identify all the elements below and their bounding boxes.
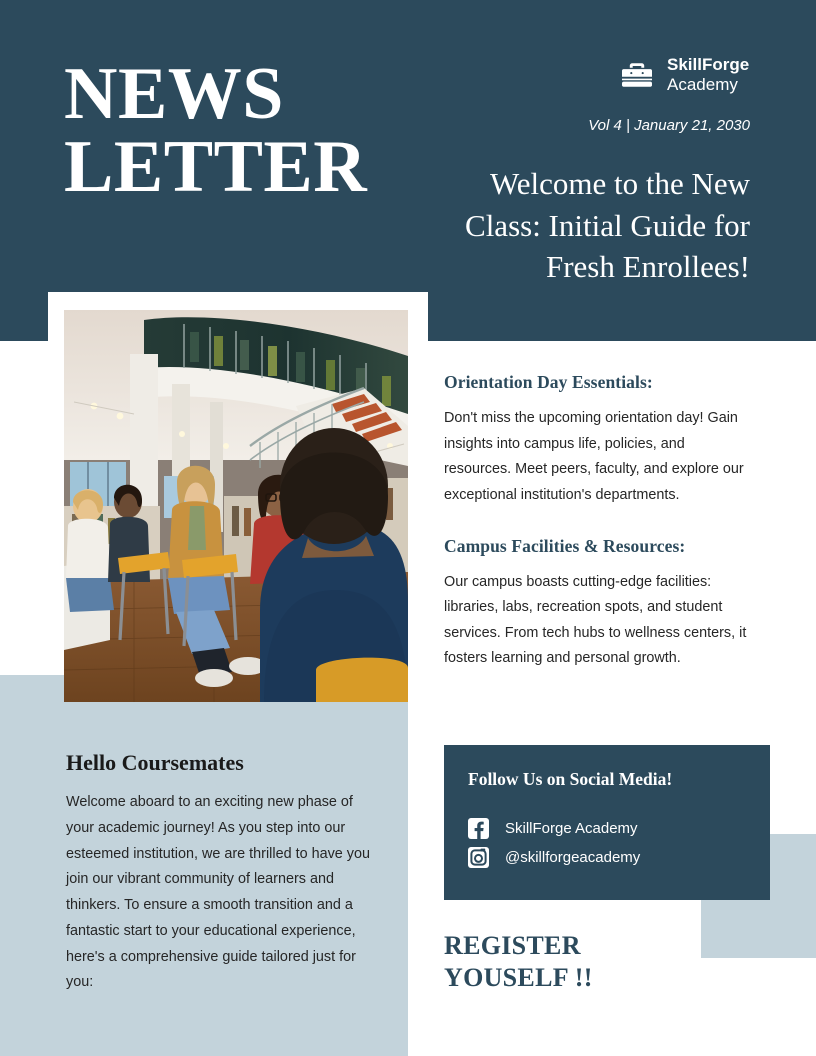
briefcase-icon [618, 56, 656, 94]
article-orientation [444, 372, 750, 509]
social-account-label: @skillforgeacademy [505, 849, 641, 866]
hero-headline: Welcome to the New Class: Initial Guide for Fresh Enrollees! [465, 166, 750, 285]
brand-lockup [618, 55, 749, 94]
brand-name-line-2: Academy [667, 74, 738, 94]
register-line-2: YOUSELF !! [444, 962, 593, 992]
article-body: Don't miss the upcoming orientation day! Gain insights into campus life, policies, and resources. Meet peers, faculty, and explore our exceptional institution's departments. [444, 410, 744, 503]
articles-column [444, 372, 750, 672]
article-spacer [444, 509, 750, 536]
instagram-icon [468, 847, 489, 868]
register-call-to-action[interactable] [444, 930, 744, 993]
library-photo [64, 310, 408, 702]
greeting-section [66, 750, 384, 996]
social-heading: Follow Us on Social Media! [468, 769, 673, 789]
article-heading: Orientation Day Essentials: [444, 372, 653, 392]
social-media-box [444, 745, 770, 900]
register-line-1: REGISTER [444, 931, 581, 960]
masthead-line-1: NEWS [64, 53, 284, 135]
social-account-facebook[interactable] [468, 818, 770, 839]
article-heading: Campus Facilities & Resources: [444, 535, 686, 556]
social-account-label: SkillForge Academy [505, 820, 638, 837]
issue-volume-date: Vol 4 | January 21, 2030 [588, 117, 750, 134]
greeting-body: Welcome aboard to an exciting new phase of your academic journey! As you step into our esteemed institution, we are thrilled to have you join our vibrant community of learners and thinkers. To ensure a smooth transition and a fantastic start to your educational experience, here's a comprehensive guide tailored just for you: [66, 794, 370, 991]
masthead-title [64, 53, 424, 208]
article-body: Our campus boasts cutting-edge facilities: libraries, labs, recreation spots, and student services. From tech hubs to wellness centers, it fosters learning and personal growth. [444, 573, 747, 667]
brand-name [667, 55, 749, 94]
social-account-instagram[interactable] [468, 847, 770, 868]
brand-name-line-1: SkillForge [667, 55, 750, 74]
greeting-heading: Hello Coursemates [66, 750, 244, 775]
masthead-line-2: LETTER [64, 125, 368, 208]
facebook-icon [468, 818, 489, 839]
article-facilities [444, 536, 750, 673]
